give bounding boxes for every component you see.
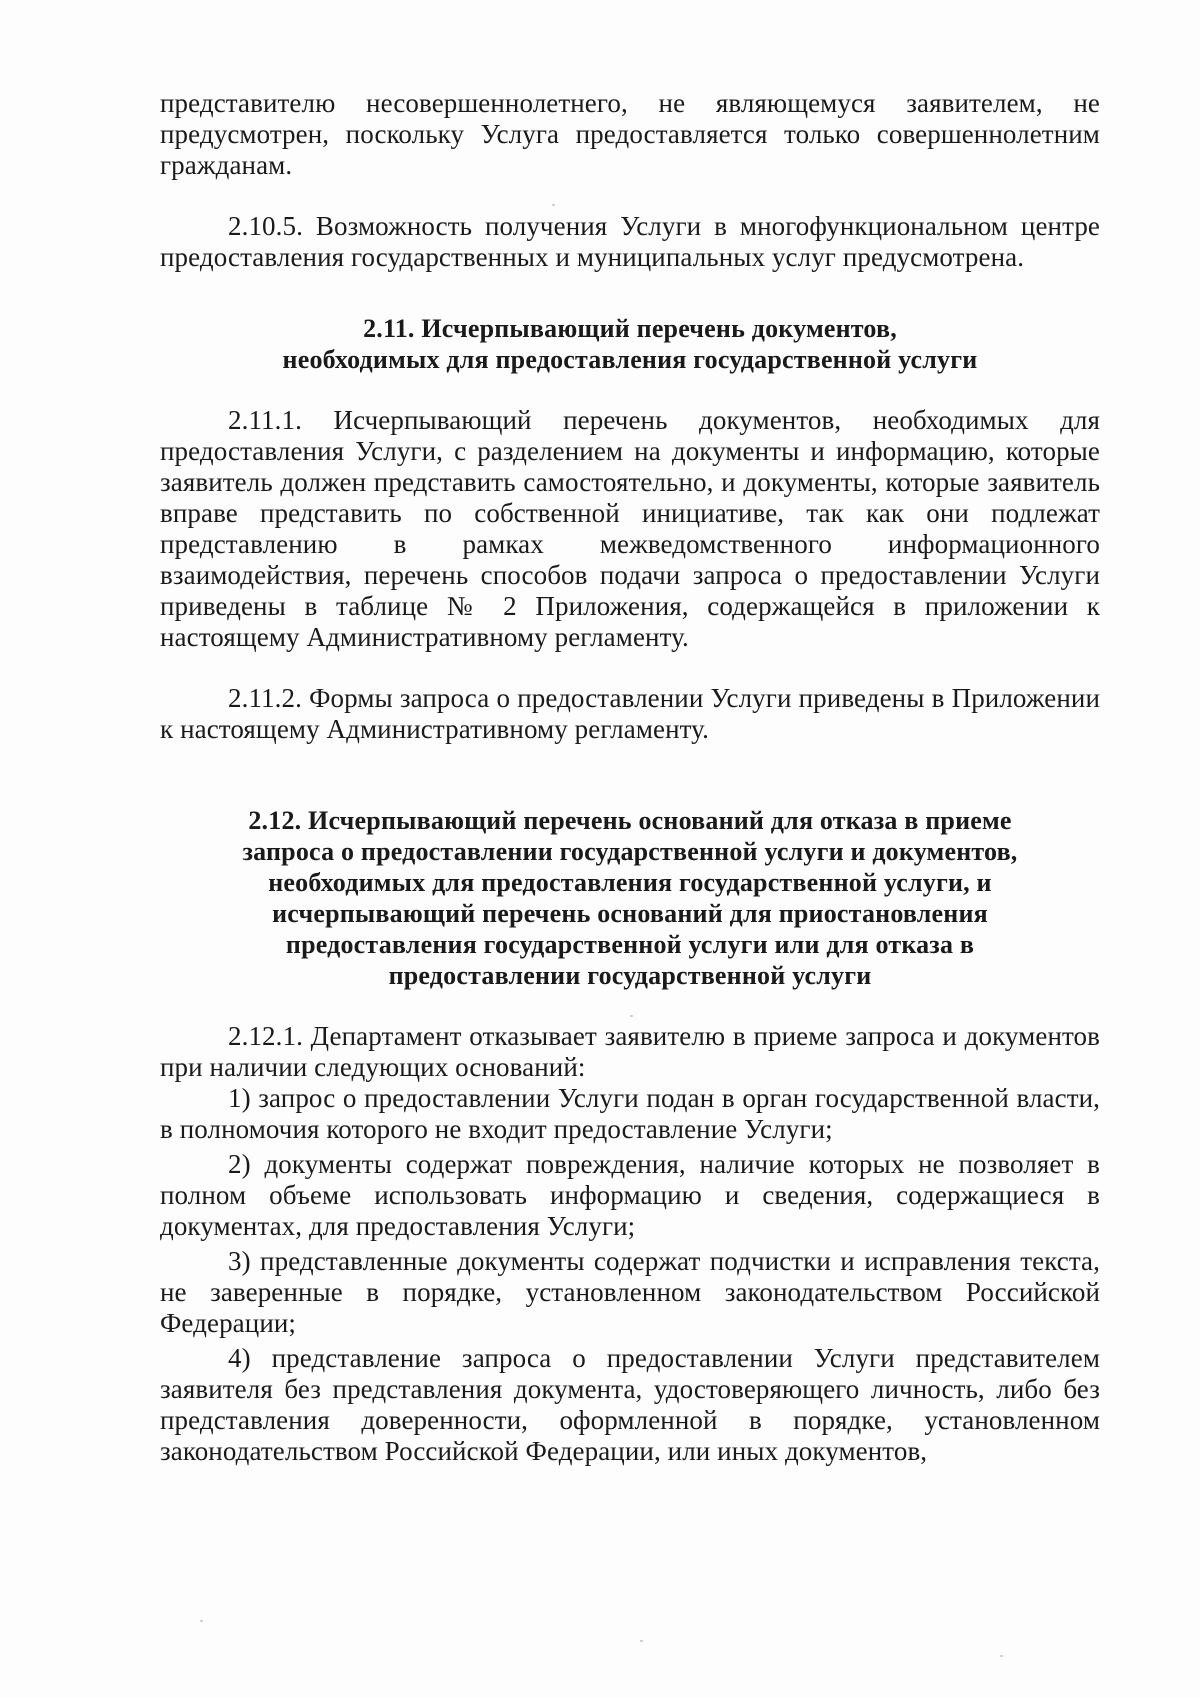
- heading-2-11-line: необходимых для предоставления государственной услуги: [282, 345, 978, 374]
- heading-2-12-line: предоставлении государственной услуги: [388, 961, 872, 990]
- intro-paragraph: представителю несовершеннолетнего, не являющемуся заявителем, не предусмотрен, поскольку Услуга предоставляется только совершеннолетним гражданам.: [160, 88, 1100, 180]
- section-heading-2-12: [160, 805, 1100, 991]
- scan-speck: [630, 1015, 633, 1017]
- heading-2-12-line: необходимых для предоставления государственной услуги, и: [268, 868, 992, 897]
- list-item: 2) документы содержат повреждения, наличие которых не позволяет в полном объеме использовать информацию и сведения, содержащиеся в документах, для предоставления Услуги;: [160, 1149, 1100, 1241]
- paragraph-2-12-1: 2.12.1. Департамент отказывает заявителю в приеме запроса и документов при наличии следующих оснований:: [160, 1021, 1100, 1082]
- document-body: [160, 88, 1100, 1471]
- paragraph-2-11-2: 2.11.2. Формы запроса о предоставлении Услуги приведены в Приложении к настоящему Административному регламенту.: [160, 683, 1100, 744]
- heading-2-12-line: запроса о предоставлении государственной услуги и документов,: [242, 837, 1018, 866]
- heading-2-12-line: исчерпывающий перечень оснований для приостановления: [272, 899, 988, 928]
- list-item: 4) представление запроса о предоставлении Услуги представителем заявителя без представления документа, удостоверяющего личность, либо без представления доверенности, оформленной в порядке, установленном законодательством Российской Федерации, или иных документов,: [160, 1343, 1100, 1466]
- grounds-list: [160, 1083, 1100, 1467]
- scan-speck: [640, 1640, 643, 1642]
- heading-2-12-line: предоставления государственной услуги или для отказа в: [285, 930, 975, 959]
- paragraph-2-10-5: 2.10.5. Возможность получения Услуги в многофункциональном центре предоставления государственных и муниципальных услуг предусмотрена.: [160, 211, 1100, 272]
- heading-2-12-line: 2.12. Исчерпывающий перечень оснований для отказа в приеме: [248, 806, 1012, 835]
- section-heading-2-11: [160, 313, 1100, 375]
- heading-2-11-line: 2.11. Исчерпывающий перечень документов,: [363, 314, 897, 343]
- paragraph-2-11-1: 2.11.1. Исчерпывающий перечень документов, необходимых для предоставления Услуги, с разделением на документы и информацию, которые заявитель должен представить самостоятельно, и документы, которые заявитель вправе представить по собственной инициативе, так как они подлежат представлению в рамках межведомственного информационного взаимодействия, перечень способов подачи запроса о предоставлении Услуги приведены в таблице № 2 Приложения, содержащейся в приложении к настоящему Административному регламенту.: [160, 405, 1100, 652]
- list-item: 1) запрос о предоставлении Услуги подан в орган государственной власти, в полномочия которого не входит предоставление Услуги;: [160, 1083, 1100, 1144]
- scan-speck: [200, 1620, 203, 1622]
- list-item: 3) представленные документы содержат подчистки и исправления текста, не заверенные в порядке, установленном законодательством Российской Федерации;: [160, 1246, 1100, 1338]
- scan-speck: [1000, 1655, 1003, 1657]
- scan-speck: [552, 204, 555, 206]
